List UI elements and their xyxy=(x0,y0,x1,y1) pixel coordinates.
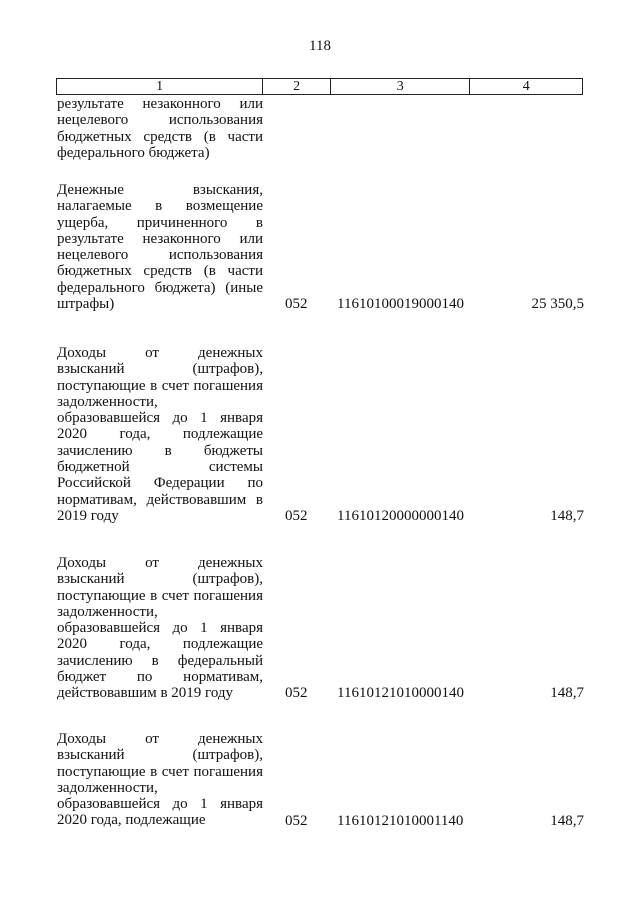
description-line: Российской Федерации по xyxy=(57,475,263,492)
amount-value: 148,7 xyxy=(550,812,584,829)
description-line: задолженности, xyxy=(57,393,158,410)
page-number: 118 xyxy=(309,38,331,54)
description-line: 2019 году xyxy=(57,507,119,524)
description-line: взысканий (штрафов), xyxy=(57,361,263,378)
description-line: поступающие в счет погашения xyxy=(57,587,263,604)
description-line: задолженности, xyxy=(57,603,158,620)
admin-code: 052 xyxy=(285,296,308,313)
description-line: бюджет по нормативам, xyxy=(57,669,263,686)
amount-value: 148,7 xyxy=(550,508,584,524)
description-line: зачислению в бюджеты xyxy=(57,442,263,459)
amount-value: 25 350,5 xyxy=(531,296,584,313)
description-line: зачислению в федеральный xyxy=(57,652,263,669)
row-description xyxy=(57,96,263,161)
amount-value: 148,7 xyxy=(550,685,584,702)
table-row xyxy=(57,555,584,702)
description-line: 2020 года, подлежащие xyxy=(57,426,263,443)
row-description xyxy=(57,731,263,829)
description-line: результате незаконного или xyxy=(57,96,263,112)
table-header xyxy=(56,78,583,95)
description-line: образовавшейся до 1 января xyxy=(57,620,263,637)
description-line: 2020 года, подлежащие xyxy=(57,812,206,829)
table-row xyxy=(57,96,584,161)
row-description xyxy=(57,555,263,702)
description-line: поступающие в счет погашения xyxy=(57,763,263,780)
header-col-2: 2 xyxy=(263,79,331,94)
description-line: поступающие в счет погашения xyxy=(57,377,263,394)
description-line: ущерба, причиненного в xyxy=(57,214,263,231)
description-line: нормативам, действовавшим в xyxy=(57,491,263,508)
table-row xyxy=(57,731,584,829)
description-line: Доходы от денежных xyxy=(57,731,263,747)
description-line: Денежные взыскания, xyxy=(57,182,263,198)
description-line: бюджетной системы xyxy=(57,459,263,476)
kbk-code: 11610120000000140 xyxy=(337,508,464,524)
description-line: действовавшим в 2019 году xyxy=(57,685,234,702)
description-line: нецелевого использования xyxy=(57,247,263,264)
table-row xyxy=(57,345,584,524)
admin-code: 052 xyxy=(285,685,308,702)
description-line: образовавшейся до 1 января xyxy=(57,410,263,427)
description-line: взысканий (штрафов), xyxy=(57,571,263,588)
kbk-code: 11610100019000140 xyxy=(337,296,464,313)
header-col-1: 1 xyxy=(57,79,263,94)
admin-code: 052 xyxy=(285,508,308,524)
description-line: федерального бюджета) xyxy=(57,144,210,161)
description-line: Доходы от денежных xyxy=(57,555,263,571)
description-line: нецелевого использования xyxy=(57,112,263,129)
admin-code: 052 xyxy=(285,812,308,829)
kbk-code: 11610121010000140 xyxy=(337,685,464,702)
kbk-code: 11610121010001140 xyxy=(337,812,464,829)
row-description xyxy=(57,182,263,312)
description-line: образовавшейся до 1 января xyxy=(57,796,263,813)
header-col-4: 4 xyxy=(522,79,530,94)
description-line: взысканий (штрафов), xyxy=(57,747,263,764)
description-line: налагаемые в возмещение xyxy=(57,198,263,215)
description-line: результате незаконного или xyxy=(57,230,263,247)
description-line: задолженности, xyxy=(57,779,158,796)
description-line: бюджетных средств (в части xyxy=(57,128,263,145)
description-line: 2020 года, подлежащие xyxy=(57,636,263,653)
row-description xyxy=(57,345,263,524)
description-line: бюджетных средств (в части xyxy=(57,263,263,280)
description-line: федерального бюджета) (иные xyxy=(57,279,263,296)
description-line: штрафы) xyxy=(57,296,115,313)
header-col-3: 3 xyxy=(331,79,470,94)
table-row xyxy=(57,182,584,312)
description-line: Доходы от денежных xyxy=(57,345,263,361)
